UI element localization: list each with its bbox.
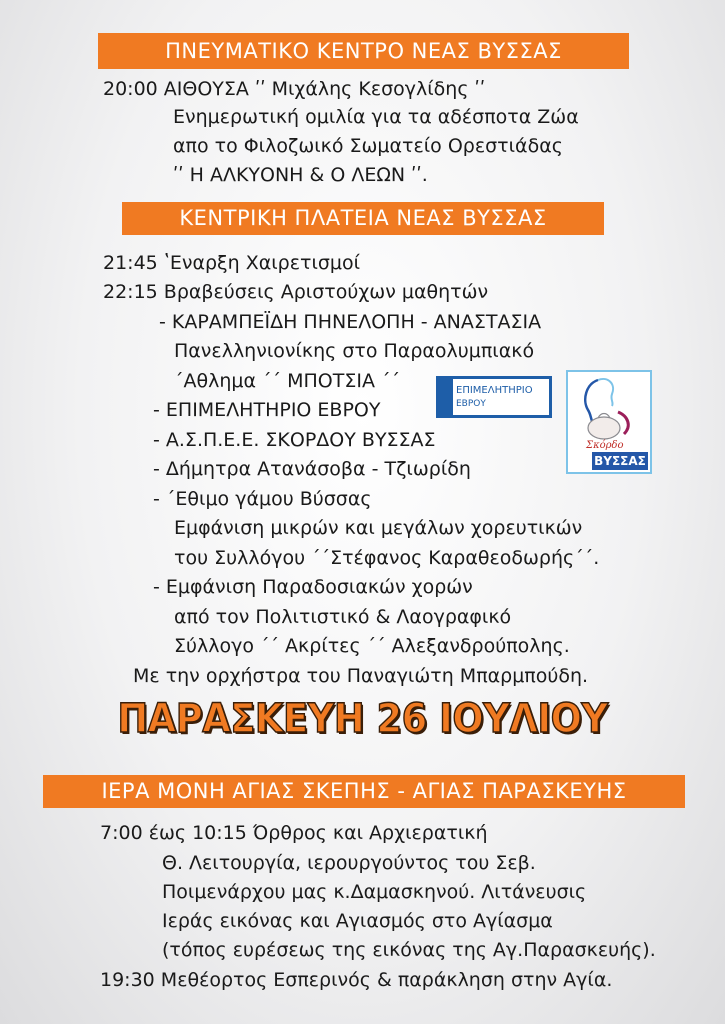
event-line: ʹʹ Η ΑΛΚΥΟΝΗ & Ο ΛΕΩΝ ʹʹ. — [173, 164, 428, 186]
event-line: 19:30 Μεθέορτος Εσπερινός & παράκληση στην Αγία. — [100, 969, 613, 991]
event-line: 20:00 ΑΙΘΟΥΣΑ ʹʹ Μιχάλης Κεσογλίδης ʹʹ — [103, 78, 486, 100]
skordo-vyssas-logo — [566, 370, 652, 474]
event-line: - ΚΑΡΑΜΠΕΪΔΗ ΠΗΝΕΛΟΠΗ - ΑΝΑΣΤΑΣΙΑ — [159, 311, 542, 333]
logo-text: Σκόρδο — [586, 440, 624, 451]
logo-text: ΕΠΙΜΕΛΗΤΗΡΙΟ — [456, 385, 533, 396]
event-line: Σύλλογο ˊˊ Ακρίτες ˊˊ Αλεξανδρούπολης. — [174, 635, 570, 657]
day-heading: ΠΑΡΑΣΚΕΥΗ 26 ΙΟΥΛΙΟΥ — [117, 696, 608, 742]
event-line: Ποιμενάρχου μας κ.Δαμασκηνού. Λιτάνευσις — [162, 881, 587, 903]
logo-label: ΒΥΣΣΑΣ — [592, 452, 648, 470]
section-heading-pneumatiko-kentro: ΠΝΕΥΜΑΤΙΚΟ ΚΕΝΤΡΟ ΝΕΑΣ ΒΥΣΣΑΣ — [98, 33, 629, 69]
logo-bar-icon — [439, 379, 453, 415]
event-line: Ενημερωτική ομιλία για τα αδέσποτα Ζώα — [173, 106, 579, 128]
event-line: - ΕΠΙΜΕΛΗΤΗΡΙΟ ΕΒΡΟΥ — [153, 399, 381, 421]
event-line: από τον Πολιτιστικό & Λαογραφικό — [174, 606, 512, 628]
event-line: Πανελληνιονίκης στο Παραολυμπιακό — [174, 340, 535, 362]
event-line: Εμφάνιση μικρών και μεγάλων χορευτικών — [174, 517, 583, 539]
event-line: - Δήμητρα Ατανάσοβα - Τζιωρίδη — [153, 458, 471, 480]
event-line: 7:00 έως 10:15 Όρθρος και Αρχιερατική — [100, 822, 488, 844]
event-line: 21:45 ʽΕναρξη Χαιρετισμοί — [103, 252, 361, 274]
event-line: - ˊΕθιμο γάμου Βύσσας — [153, 488, 372, 510]
section-heading-kentriki-plateia: ΚΕΝΤΡΙΚΗ ΠΛΑΤΕΙΑ ΝΕΑΣ ΒΥΣΣΑΣ — [122, 202, 604, 235]
event-line: (τόπος ευρέσεως της εικόνας της Αγ.Παρασκευής). — [162, 939, 656, 961]
event-line: απο το Φιλοζωικό Σωματείο Ορεστιάδας — [173, 135, 563, 157]
logo-subtext: ΕΒΡΟΥ — [456, 399, 486, 409]
epimelitirio-evrou-logo — [436, 376, 552, 418]
event-line: του Συλλόγου ˊˊΣτέφανος Καραθεοδωρήςˊˊ. — [174, 547, 600, 569]
event-line: Θ. Λειτουργία, ιερουργούντος του Σεβ. — [162, 852, 536, 874]
event-line: 22:15 Βραβεύσεις Αριστούχων μαθητών — [103, 281, 489, 303]
woman-garlic-icon — [568, 372, 650, 442]
event-line: - Εμφάνιση Παραδοσιακών χορών — [153, 576, 473, 598]
event-line: ˊΑθλημα ˊˊ ΜΠΟΤΣΙΑ ˊˊ — [174, 370, 400, 392]
event-line: Ιεράς εικόνας και Αγιασμός στο Αγίασμα — [162, 910, 553, 932]
event-line: - Α.Σ.Π.Ε.Ε. ΣΚΟΡΔΟΥ ΒΥΣΣΑΣ — [153, 429, 436, 451]
event-line: Με την ορχήστρα του Παναγιώτη Μπαρμπούδη. — [133, 665, 589, 687]
section-heading-iera-moni: ΙΕΡΑ ΜΟΝΗ ΑΓΙΑΣ ΣΚΕΠΗΣ - ΑΓΙΑΣ ΠΑΡΑΣΚΕΥΗΣ — [43, 775, 685, 808]
